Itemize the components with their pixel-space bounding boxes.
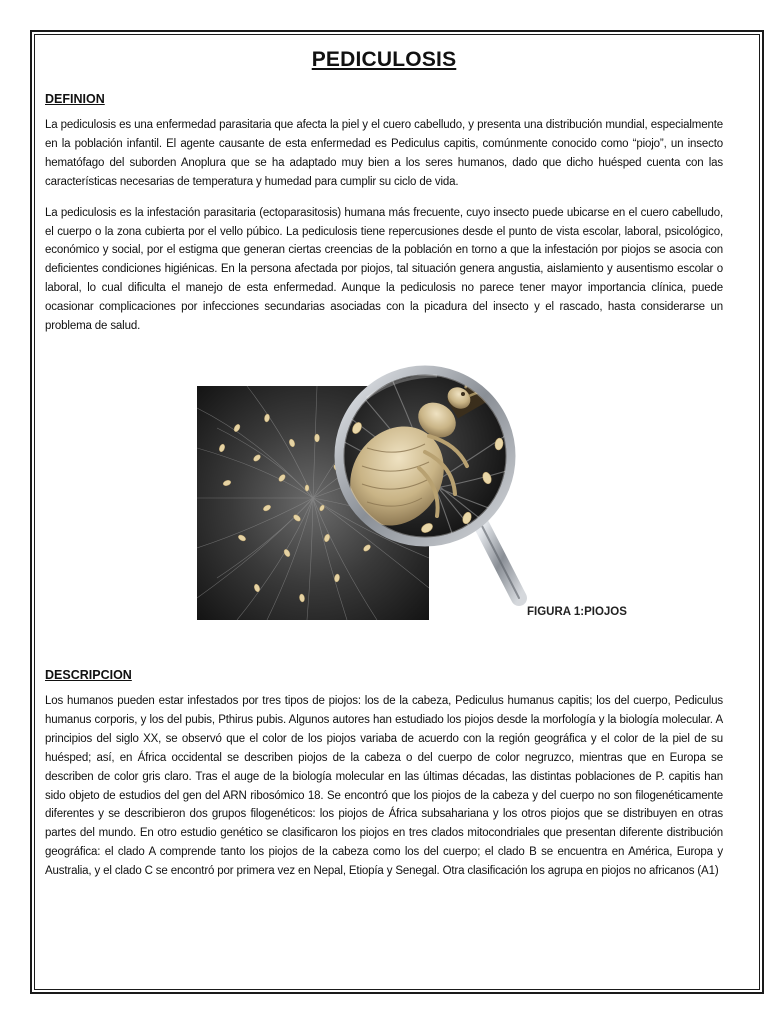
document-title: PEDICULOSIS bbox=[311, 48, 457, 71]
document-body bbox=[45, 48, 723, 893]
definition-paragraph-1: La pediculosis es una enfermedad parasitaria que afecta la piel y el cuero cabelludo, y presenta una distribución mundial, especialmente en la población infantil. El agente causante de esta enfermedad es Pediculus capitis, comúnmente conocido como “piojo”, un insecto hematófago del suborden Anoplura que se ha adaptado muy bien a los seres humanos, dado que dicho huésped cuenta con las características necesarias de temperatura y humedad para cumplir su ciclo de vida. bbox=[45, 119, 723, 188]
figure-lice bbox=[45, 348, 723, 638]
section-heading-definition: DEFINION bbox=[45, 92, 105, 106]
head-lice-illustration bbox=[197, 348, 531, 620]
section-definition bbox=[45, 92, 723, 336]
figure-caption: FIGURA 1:PIOJOS bbox=[527, 605, 627, 618]
definition-paragraph-2: La pediculosis es la infestación parasitaria (ectoparasitosis) humana más frecuente, cuyo insecto puede ubicarse en el cuero cabelludo, el cuerpo o la zona cubierta por el vello púbico. La pediculosis tiene repercusiones desde el punto de vista escolar, laboral, psicológico, económico y social, por el estigma que generan ciertas creencias de la población en torno a que la infestación por piojos se asocia con deficientes condiciones higiénicas. En la persona afectada por piojos, tal situación genera angustia, aislamiento y ausentismo escolar o laboral, lo cual dificulta el manejo de esta enfermedad. Aunque la pediculosis no parece tener mayor importancia clínica, puede ocasionar complicaciones por infecciones secundarias asociadas con la picadura del insecto y el rascado, hasta considerarse un problema de salud. bbox=[45, 206, 723, 333]
description-paragraph-1: Los humanos pueden estar infestados por tres tipos de piojos: los de la cabeza, Pediculus humanus capitis; los del cuerpo, Pediculus humanus corporis, y los del pubis, Pthirus pubis. Algunos autores han estudiado los piojos desde la morfología y la biología molecular. A principios del siglo XX, se observó que el color de los piojos variaba de acuerdo con la región geográfica y el color de la piel de su huésped; así, en África occidental se describen piojos de la cabeza o del cuerpo de color negruzco, mientras que en Europa se describen de color gris claro. Tras el auge de la biología molecular en las últimas décadas, las distintas poblaciones de P. capitis han sido objeto de estudios del gen del ARN ribosómico 18. Se encontró que los piojos de la cabeza y del cuerpo no son filogenéticamente diferentes y se describieron dos grupos filogenéticos: los piojos de África subsahariana y los otros piojos que se distribuyen en otras partes del mundo. En otro estudio genético se clasificaron los piojos en tres clados mitocondriales que presentan diferente distribución geográfica: el clado A comprende tanto los piojos de la cabeza como los del cuerpo; el clado B se encuentra en América, Europa y Australia, y el clado C se encontró por primera vez en Nepal, Etiopía y Senegal. Otra clasificación los agrupa en piojos no africanos (A1) bbox=[45, 694, 723, 878]
section-description bbox=[45, 668, 723, 881]
section-heading-description: DESCRIPCION bbox=[45, 667, 132, 682]
